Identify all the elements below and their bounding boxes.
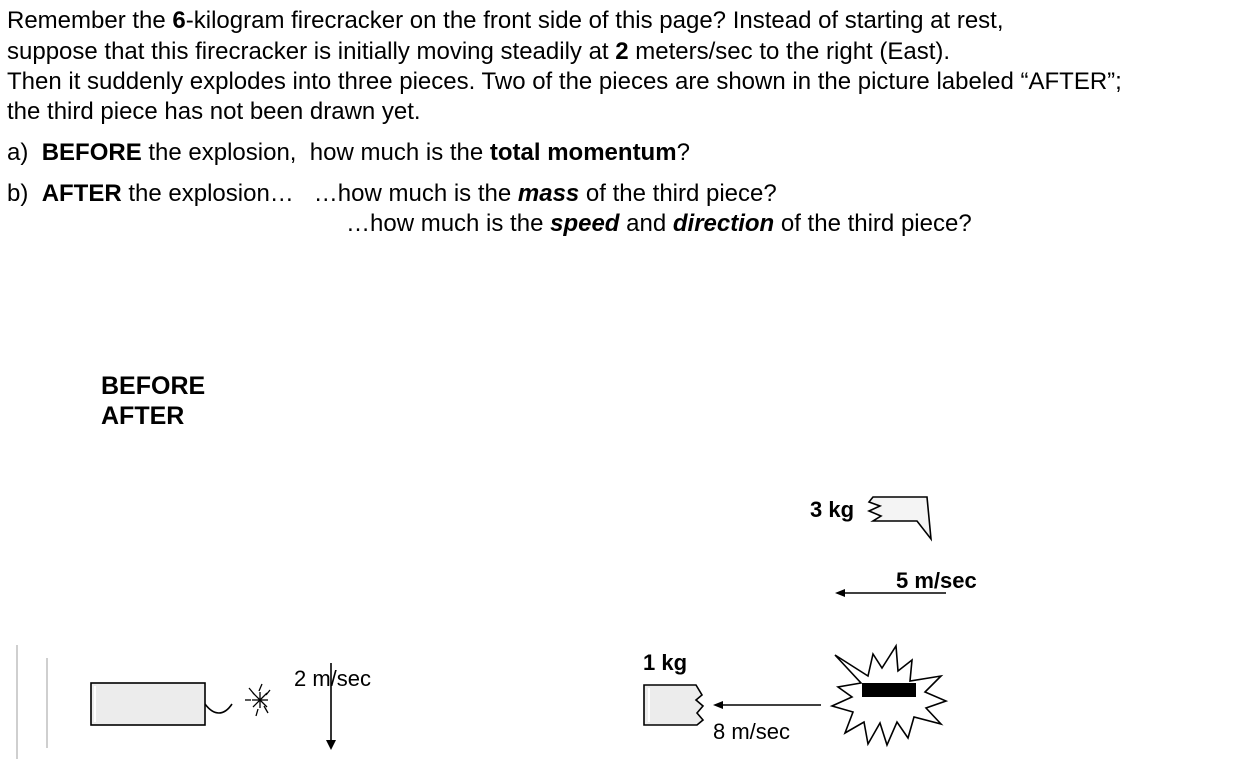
question-emphasis: direction: [672, 210, 775, 237]
arrow-head: [713, 701, 723, 709]
question-emphasis: mass: [517, 180, 580, 207]
mass-value: 6: [172, 7, 186, 34]
explosion-icon: [832, 646, 946, 745]
arrow-head: [835, 589, 845, 597]
question-emphasis: speed: [550, 210, 620, 237]
before-speed-label: 2 m/sec: [294, 666, 372, 691]
question-text: of the third piece?: [774, 210, 972, 237]
question-keyword: total momentum: [489, 139, 677, 166]
piece2-mass-label: 3 kg: [810, 497, 855, 522]
spark-icon: [245, 684, 270, 716]
question-keyword: AFTER: [41, 180, 122, 207]
before-heading: BEFORE: [101, 372, 206, 400]
after-heading: AFTER: [101, 402, 185, 430]
intro-text: -kilogram firecracker on the front side of this page? Instead of starting at rest,: [185, 7, 1004, 34]
question-text: the explosion, how much is the: [141, 139, 490, 166]
question-prefix: b): [7, 180, 42, 207]
intro-text: meters/sec to the right (East).: [628, 38, 951, 65]
question-text: of the third piece?: [579, 180, 777, 207]
intro-text: suppose that this firecracker is initially moving steadily at: [7, 38, 616, 65]
question-text: the explosion… …how much is the: [121, 180, 518, 207]
fuse: [205, 704, 232, 713]
piece-1kg: [644, 685, 703, 725]
piece1-mass-label: 1 kg: [643, 650, 688, 675]
piece2-speed-label: 5 m/sec: [896, 568, 977, 593]
question-prefix: a): [7, 139, 42, 166]
intro-text: Remember the: [7, 7, 173, 34]
piece1-speed-label: 8 m/sec: [713, 719, 791, 744]
intro-line-3: Then it suddenly explodes into three pieces. Two of the pieces are shown in the picture labeled “AFTER”;: [7, 68, 1122, 95]
speed-value: 2: [615, 38, 629, 65]
question-keyword: BEFORE: [41, 139, 142, 166]
question-text: ?: [676, 139, 690, 166]
firecracker-before: [91, 683, 270, 725]
piece-3kg: [869, 497, 931, 539]
intro-line-4: the third piece has not been drawn yet.: [7, 98, 421, 125]
question-text: …how much is the: [346, 210, 551, 237]
arrow-head: [326, 740, 336, 750]
question-text: and: [619, 210, 673, 237]
